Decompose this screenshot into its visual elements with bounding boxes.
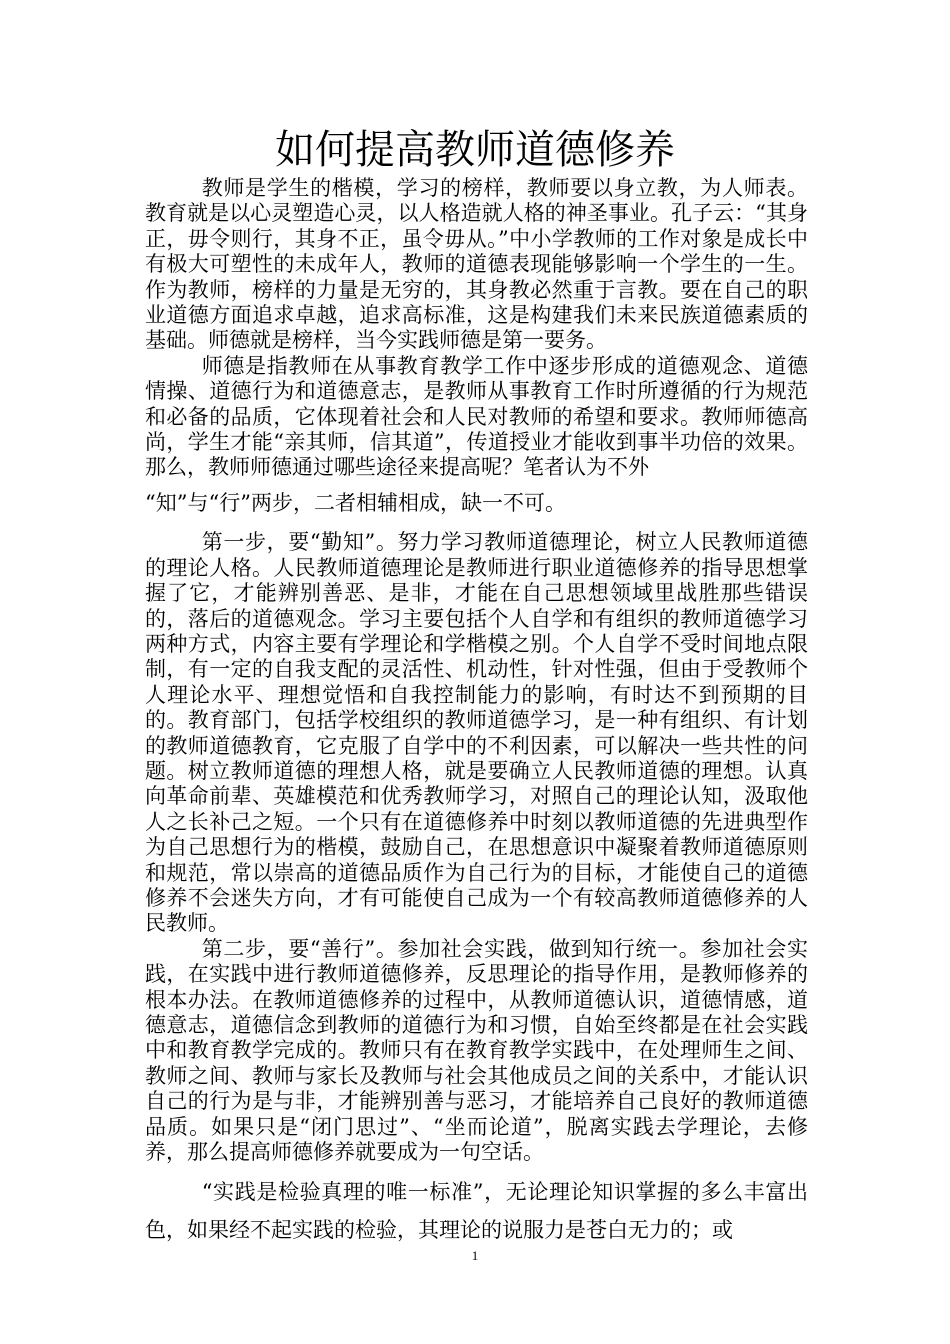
paragraph-6: “实践是检验真理的唯一标准”，无论理论知识掌握的多么丰富出色，如果经不起实践的检验，其理论的说服力是苍白无力的；或 bbox=[145, 1180, 808, 1243]
paragraph-4: 第一步，要“勤知”。努力学习教师道德理论，树立人民教师道德的理论人格。人民教师道德理论是教师进行职业道德修养的指导思想掌握了它，才能辨别善恶、是非，才能在自己思想领域里战胜那些错误的，落后的道德观念。学习主要包括个人自学和有组织的教师道德学习两种方式，内容主要有学理论和学楷模之别。个人自学不受时间地点限制，有一定的自我支配的灵活性、机动性，针对性强，但由于受教师个人理论水平、理想觉悟和自我控制能力的影响，有时达不到预期的目的。教育部门，包括学校组织的教师道德学习，是一种有组织、有计划的教师道德教育，它克服了自学中的不利因素，可以解决一些共性的问题。树立教师道德的理想人格，就是要确立人民教师道德的理想。认真向革命前辈、英雄模范和优秀教师学习，对照自己的理论认知，汲取他人之长补己之短。一个只有在道德修养中时刻以教师道德的先进典型作为自己思想行为的楷模，鼓励自己，在思想意识中凝聚着教师道德原则和规范，常以崇高的道德品质作为自己行为的目标，才能使自己的道德修养不会迷失方向，才有可能使自己成为一个有较高教师道德修养的人民教师。 bbox=[145, 530, 808, 936]
paragraph-6-block bbox=[145, 1173, 808, 1249]
document-title: 如何提高教师道德修养 bbox=[275, 127, 675, 173]
document-body bbox=[145, 176, 808, 1249]
paragraph-1: 教师是学生的楷模，学习的榜样，教师要以身立教，为人师表。教育就是以心灵塑造心灵，以人格造就人格的神圣事业。孔子云：“其身正，毋令则行，其身不正，虽令毋从。”中小学教师的工作对象是成长中有极大可塑性的未成年人，教师的道德表现能够影响一个学生的一生。作为教师，榜样的力量是无穷的，其身教必然重于言教。要在自己的职业道德方面追求卓越，追求高标准，这是构建我们未来民族道德素质的基础。师德就是榜样，当今实践师德是第一要务。 bbox=[145, 176, 808, 353]
paragraph-2: 师德是指教师在从事教育教学工作中逐步形成的道德观念、道德情操、道德行为和道德意志，是教师从事教育工作时所遵循的行为规范和必备的品质，它体现着社会和人民对教师的希望和要求。教师师德高尚，学生才能“亲其师，信其道”，传道授业才能收到事半功倍的效果。那么，教师师德通过哪些途径来提高呢？笔者认为不外 bbox=[145, 353, 808, 480]
page-number: 1 bbox=[471, 1248, 479, 1263]
paragraph-5: 第二步，要“善行”。参加社会实践，做到知行统一。参加社会实践，在实践中进行教师道德修养，反思理论的指导作用，是教师修养的根本办法。在教师道德修养的过程中，从教师道德认识，道德情感，道德意志，道德信念到教师的道德行为和习惯，自始至终都是在社会实践中和教育教学完成的。教师只有在教育教学实践中，在处理师生之间、教师之间、教师与家长及教师与社会其他成员之间的关系中，才能认识自己的行为是与非，才能辨别善与恶习，才能培养自己良好的教师道德品质。如果只是“闭门思过”、“坐而论道”，脱离实践去学理论，去修养，那么提高师德修养就要成为一句空话。 bbox=[145, 936, 808, 1165]
paragraph-3: “知”与“行”两步，二者相辅相成，缺一不可。 bbox=[145, 490, 566, 515]
